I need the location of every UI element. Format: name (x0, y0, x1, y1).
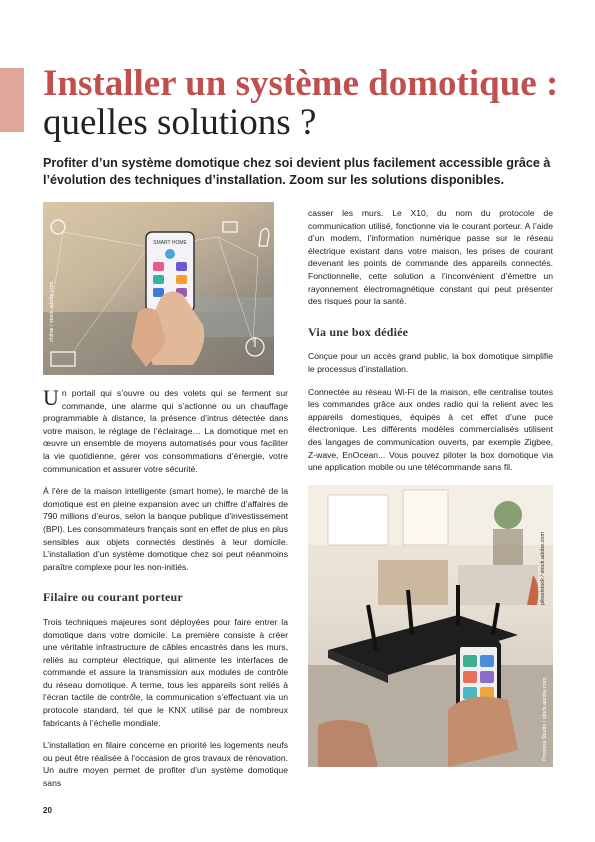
intro-paragraph (43, 387, 288, 475)
router-illustration (308, 485, 553, 767)
smart-home-illustration (43, 202, 274, 375)
lead-paragraph: Profiter d’un système domotique chez soi devient plus facilement accessible grâce à l’évolution des techniques d’installation. Zoom sur les solutions disponibles. (43, 156, 551, 187)
drop-cap: U (43, 385, 59, 410)
phone-screen-title: SMART HOME (153, 240, 187, 246)
filaire-paragraph: Trois techniques majeures sont déployées pour faire entrer la domotique dans votre domicile. La première consiste à créer une véritable infrastructure de câbles encastrés dans les murs, reliés au compteur électrique, qui alimente les interfaces de commande et assure la transmission aux modules de contrôle du réseau domotique. A terme, tous les appareils sont reliés à l’écran tactile de contrôle, la communication s’effectuant via un protocole standard, tel que le KNX utilisé par de nombreux fabricants à l’échelle mondiale. (43, 616, 288, 728)
page-title (43, 64, 583, 142)
title-part-red: Installer un système domotique : (43, 63, 559, 104)
smart-home-photo (43, 202, 274, 375)
title-part-dark: quelles solutions ? (43, 102, 317, 143)
market-paragraph: À l’ère de la maison intelligente (smart home), le marché de la domotique est en pleine expansion avec un chiffre d’affaires de 790 millions d’euros, selon la banque publique d’investissement (BPI). Les consommateurs français sont en effet de plus en plus sensibles aux objets connectés destinés à leur domicile. L’installation d’un système domotique chez soi peut néanmoins paraître complexe pour les non-initiés. (43, 486, 288, 572)
intro-text: n portail qui s’ouvre ou des volets qui se ferment sur commande, une alarme qui s’actionne ou un chauffage programmable à distance, la présence d’intrus détectée dans votre maison, le réglage de l’éclairage… La domotique met en œuvre un ensemble de moyens automatisés pour vous faciliter la vie quotidienne, gérer vos consommations d’énergie, votre communication et assurer votre sécurité. (43, 388, 288, 474)
router-photo (308, 485, 553, 767)
section-heading-filaire: Filaire ou courant porteur (43, 590, 183, 605)
photo-credit: zhihai / stock.adobe.com (49, 281, 55, 342)
box-paragraph-2: Connectée au réseau Wi-Fi de la maison, elle centralise toutes les commandes grâce aux ondes radio qui la relient avec les appareils domestiques, équipés à cet effet d’une puce électronique. Les différents modèles commercialisés utilisent des langages de communication ouverts, par exemple Zigbee, Z-wave, EnOcean... Vous pouvez piloter la box domotique via une application mobile ou une télécommande sans fil. (308, 386, 553, 473)
accent-bar (0, 68, 24, 132)
x10-paragraph: casser les murs. Le X10, du nom du protocole de communication utilisé, fonctionne via le courant porteur. A l’aide d’un modem, l’information numérique passe sur le réseau électrique existant dans votre maison, les prises de courant devenant les points de commande des appareils connectés. Fonctionnelle, cette solution a l’inconvénient d’émettre un rayonnement électromagnétique constant qui peut présenter des risques pour la santé. (308, 208, 553, 307)
page-number: 20 (43, 806, 52, 815)
photo-credit-top: pikselstock / stock.adobe.com (540, 531, 546, 605)
section-heading-box: Via une box dédiée (308, 324, 409, 339)
filaire-paragraph-2: L’installation en filaire concerne en priorité les logements neufs ou peut être réalisée à l’occasion de gros travaux de rénovation. Un autre moyen permet de profiter d’un système domotique sans (43, 740, 288, 789)
right-column (308, 207, 553, 484)
photo-credit-bottom: Proxima Studio / stock.adobe.com (542, 677, 548, 761)
left-column (43, 387, 288, 800)
box-paragraph: Conçue pour un accès grand public, la box domotique simplifie le processus d’installation. (308, 351, 553, 374)
